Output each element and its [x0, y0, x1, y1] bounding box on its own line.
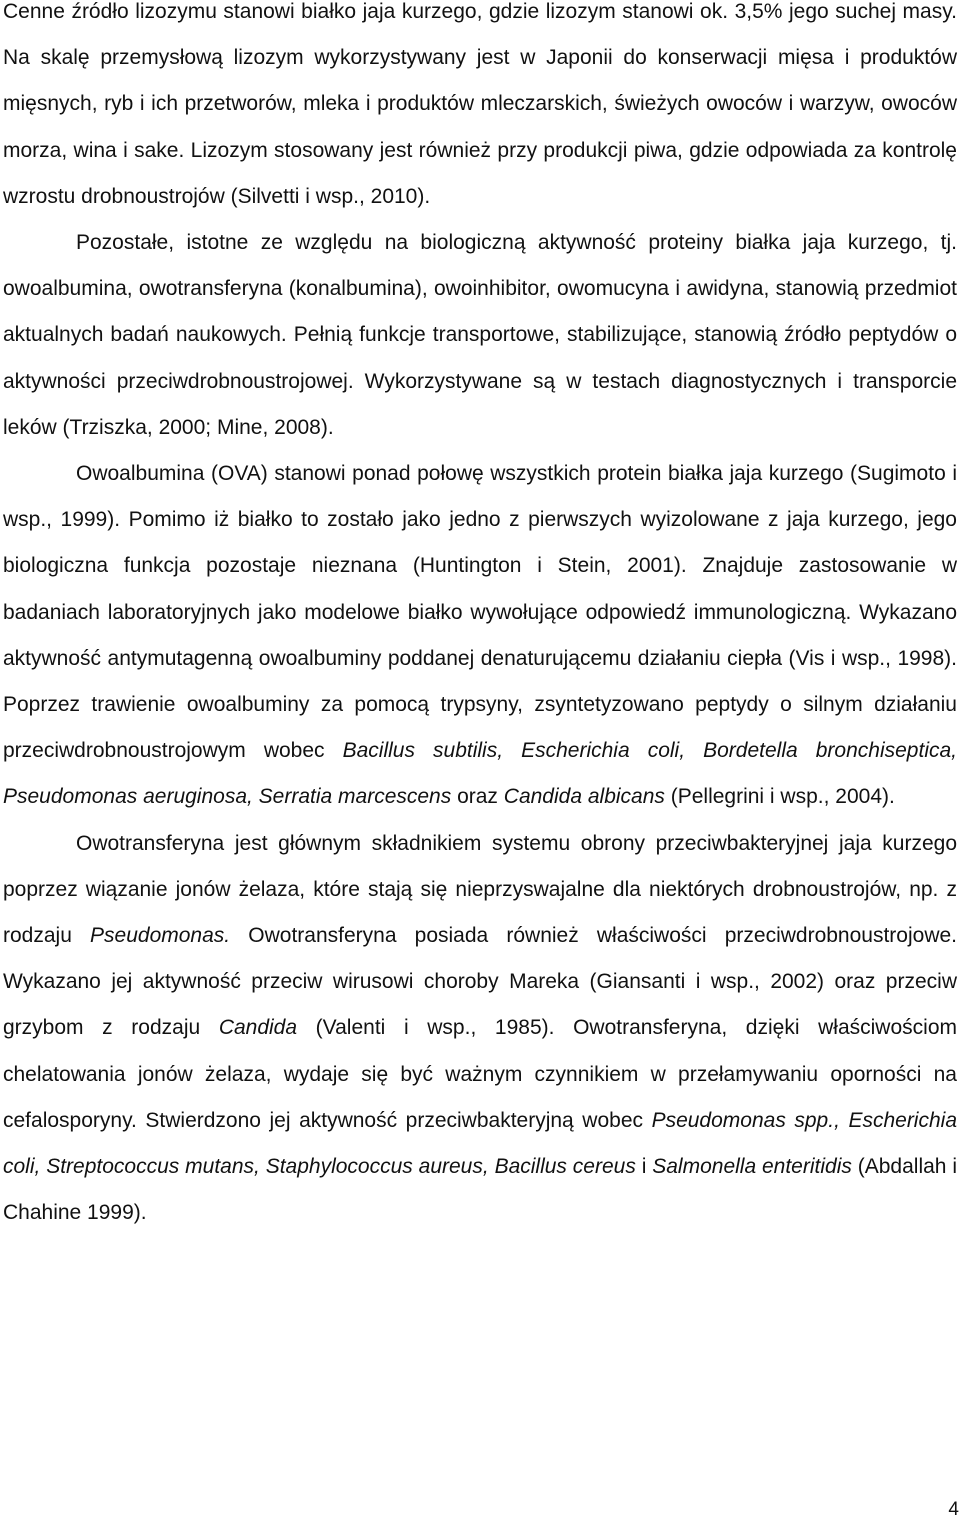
body-text — [3, 0, 957, 1236]
italic-text-run: Salmonella enteritidis — [652, 1155, 852, 1179]
paragraph — [3, 0, 957, 220]
text-run: Cenne źródło lizozymu stanowi białko jaja kurzego, gdzie lizozym stanowi ok. 3,5% jego suchej masy. Na skalę przemysłową lizozym wykorzystywany jest w Japonii do konserwacji mięsa i produktów mięsnych, ryb i ich przetworów, mleka i produktów mleczarskich, świeżych owoców i warzyw, owoców morza, wina i sake. Lizozym stosowany jest również przy produkcji piwa, gdzie odpowiada za kontrolę wzrostu drobnoustrojów (Silvetti i wsp., 2010). — [3, 0, 957, 208]
text-run: (Abdallah i Chahine 1999). — [3, 1155, 957, 1225]
text-run: Owotransferyna jest głównym składnikiem systemu obrony przeciwbakteryjnej jaja kurzego poprzez wiązanie jonów żelaza, które stają się nieprzyswajalne dla niektórych drobnoustrojów, np. z rodzaju — [3, 831, 957, 948]
text-run: (Valenti i wsp., 1985). Owotransferyna, dzięki właściwościom chelatowania jonów żelaza, wydaje się być ważnym czynnikiem w przełamywaniu oporności na cefalosporyny. Stwierdzono jej aktywność przeciwbakteryjną wobec — [3, 1016, 957, 1132]
paragraph — [3, 220, 957, 451]
text-run: Pozostałe, istotne ze względu na biologiczną aktywność proteiny białka jaja kurzego, tj. owoalbumina, owotransferyna (konalbumina), owoinhibitor, owomucyna i awidyna, stanowią przedmiot aktualnych badań naukowych. Pełnią funkcje transportowe, stabilizujące, stanowią źródło peptydów o aktywności przeciwdrobnoustrojowej. Wykorzystywane są w testach diagnostycznych i transporcie leków (Trziszka, 2000; Mine, 2008). — [3, 231, 957, 439]
text-run: oraz — [451, 785, 504, 809]
text-run: (Pellegrini i wsp., 2004). — [664, 785, 895, 809]
italic-text-run: Pseudomonas. — [90, 924, 231, 948]
text-run: Owotransferyna posiada również właściwości przeciwdrobnoustrojowe. Wykazano jej aktywność przeciw wirusowi choroby Mareka (Giansanti i wsp., 2002) oraz przeciw grzybom z rodzaju — [3, 924, 957, 1040]
document-page — [3, 0, 957, 1531]
paragraph — [3, 451, 957, 821]
paragraph — [3, 821, 957, 1237]
text-run: Owoalbumina (OVA) stanowi ponad połowę wszystkich protein białka jaja kurzego (Sugimoto i wsp., 1999). Pomimo iż białko to zostało jako jedno z pierwszych wyizolowane z jaja kurzego, jego biologiczna funkcja pozostaje nieznana (Huntington i Stein, 2001). Znajduje zastosowanie w badaniach laboratoryjnych jako modelowe białko wywołujące odpowiedź immunologiczną. Wykazano aktywność antymutagenną owoalbuminy poddanej denaturującemu działaniu ciepła (Vis i wsp., 1998). Poprzez trawienie owoalbuminy za pomocą trypsyny, zsyntetyzowano peptydy o silnym działaniu przeciwdrobnoustrojowym wobec — [3, 462, 957, 763]
italic-text-run: Bacillus subtilis, Escherichia coli, Bordetella bronchiseptica, Pseudomonas aeruginosa, Serratia marcescens — [3, 739, 957, 809]
italic-text-run: Pseudomonas spp., Escherichia coli, Streptococcus mutans, Staphylococcus aureus, Bacillus cereus — [3, 1108, 957, 1179]
italic-text-run: Candida albicans — [503, 785, 665, 809]
text-run: i — [635, 1155, 653, 1179]
italic-text-run: Candida — [218, 1016, 298, 1040]
page-number: 4 — [948, 1499, 959, 1520]
